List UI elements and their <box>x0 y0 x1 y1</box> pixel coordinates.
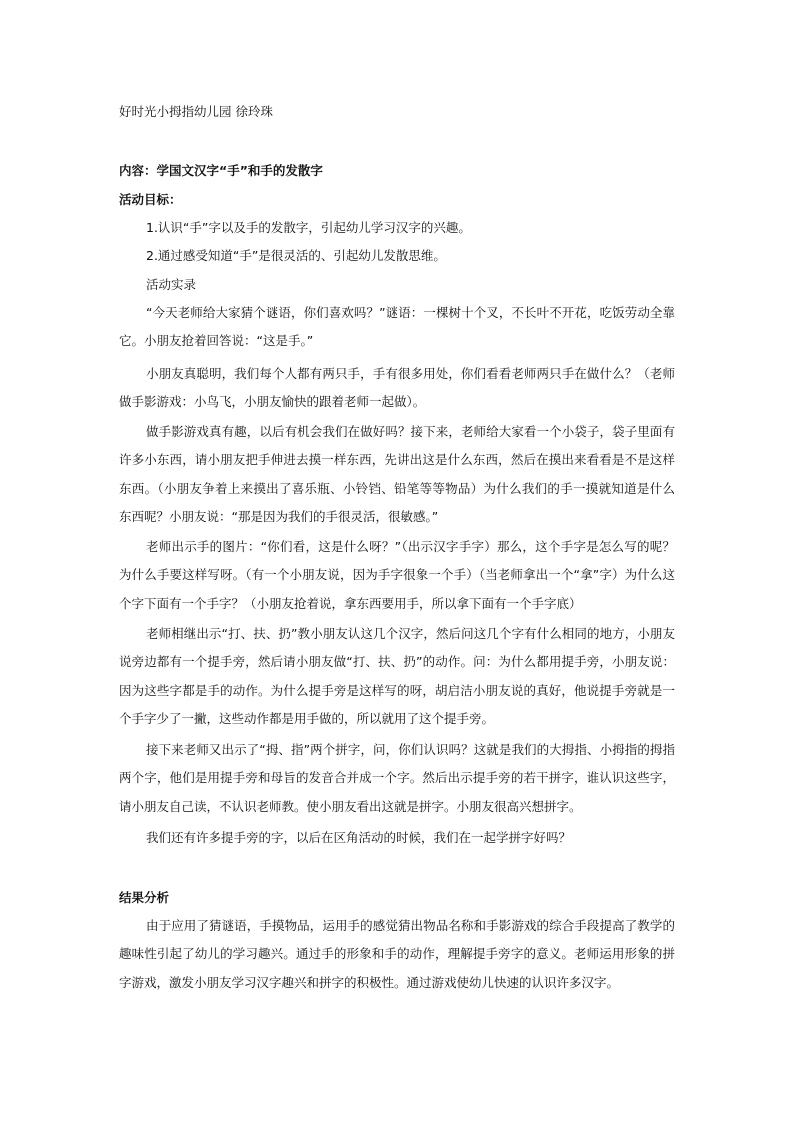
objective-item-1: 1.认识“手”字以及手的发散字，引起幼儿学习汉字的兴趣。 <box>146 220 471 235</box>
analysis-paragraph: 由于应用了猜谜语，手摸物品，运用手的感觉猜出物品名称和手影游戏的综合手段提高了教学的趣味性引起了幼儿的学习趣兴。通过手的形象和手的动作，理解提手旁字的意义。老师运用形象的拼字游戏，激发小朋友学习汉字趣兴和拼字的积极性。通过游戏使幼儿快速的认识许多汉字。 <box>119 918 675 990</box>
record-paragraph-7: 我们还有许多提手旁的字，以后在区角活动的时候，我们在一起学拼字好吗？ <box>146 830 572 845</box>
author-line: 好时光小拇指幼儿园 徐玲珠 <box>119 104 273 119</box>
record-paragraph-5: 老师相继出示“打、扶、扔”教小朋友认这几个汉字，然后问这几个字有什么相同的地方，小朋友说旁边都有一个提手旁，然后请小朋友做“打、扶、扔”的动作。问：为什么都用提手旁，小朋友说：因为这些字都是手的动作。为什么提手旁是这样写的呀，胡启洁小朋友说的真好，他说提手旁就是一个手字少了一撇，这些动作都是用手做的，所以就用了这个提手旁。 <box>119 626 675 726</box>
record-heading: 活动实录 <box>146 277 197 292</box>
objectives-heading: 活动目标： <box>119 192 182 207</box>
analysis-heading: 结果分析 <box>119 890 170 905</box>
record-paragraph-3: 做手影游戏真有趣，以后有机会我们在做好吗？接下来，老师给大家看一个小袋子，袋子里面有许多小东西，请小朋友把手伸进去摸一样东西，先讲出这是什么东西，然后在摸出来看看是不是这样东西。（小朋友争着上来摸出了喜乐瓶、小铃铛、铅笔等等物品）为什么我们的手一摸就知道是什么东西呢？小朋友说：“那是因为我们的手很灵活，很敏感。” <box>119 424 675 524</box>
record-paragraph-2: 小朋友真聪明，我们每个人都有两只手，手有很多用处，你们看看老师两只手在做什么？（老师做手影游戏：小鸟飞，小朋友愉快的跟着老师一起做）。 <box>119 366 675 410</box>
record-paragraph-6: 接下来老师又出示了“拇、指”两个拼字，问，你们认识吗？这就是我们的大拇指、小拇指的拇指两个字，他们是用提手旁和母旨的发音合并成一个字。然后出示提手旁的若干拼字，谁认识这些字，请小朋友自己读，不认识老师教。使小朋友看出这就是拼字。小朋友很高兴想拼字。 <box>119 742 675 814</box>
record-paragraph-1: “今天老师给大家猜个谜语，你们喜欢吗？”谜语：一棵树十个叉，不长叶不开花，吃饭劳动全靠它。小朋友抢着回答说：“这是手。” <box>119 305 675 349</box>
content-title: 内容：学国文汉字“手”和手的发散字 <box>119 163 323 178</box>
objective-item-2: 2.通过感受知道“手”是很灵活的、引起幼儿发散思维。 <box>146 248 446 263</box>
record-paragraph-4: 老师出示手的图片：“你们看，这是什么呀？”（出示汉字手字）那么，这个手字是怎么写的呢？为什么手要这样写呀。（有一个小朋友说，因为手字很象一个手）（当老师拿出一个“拿”字）为什么这个字下面有一个手字？（小朋友抢着说，拿东西要用手，所以拿下面有一个手字底） <box>119 539 675 611</box>
